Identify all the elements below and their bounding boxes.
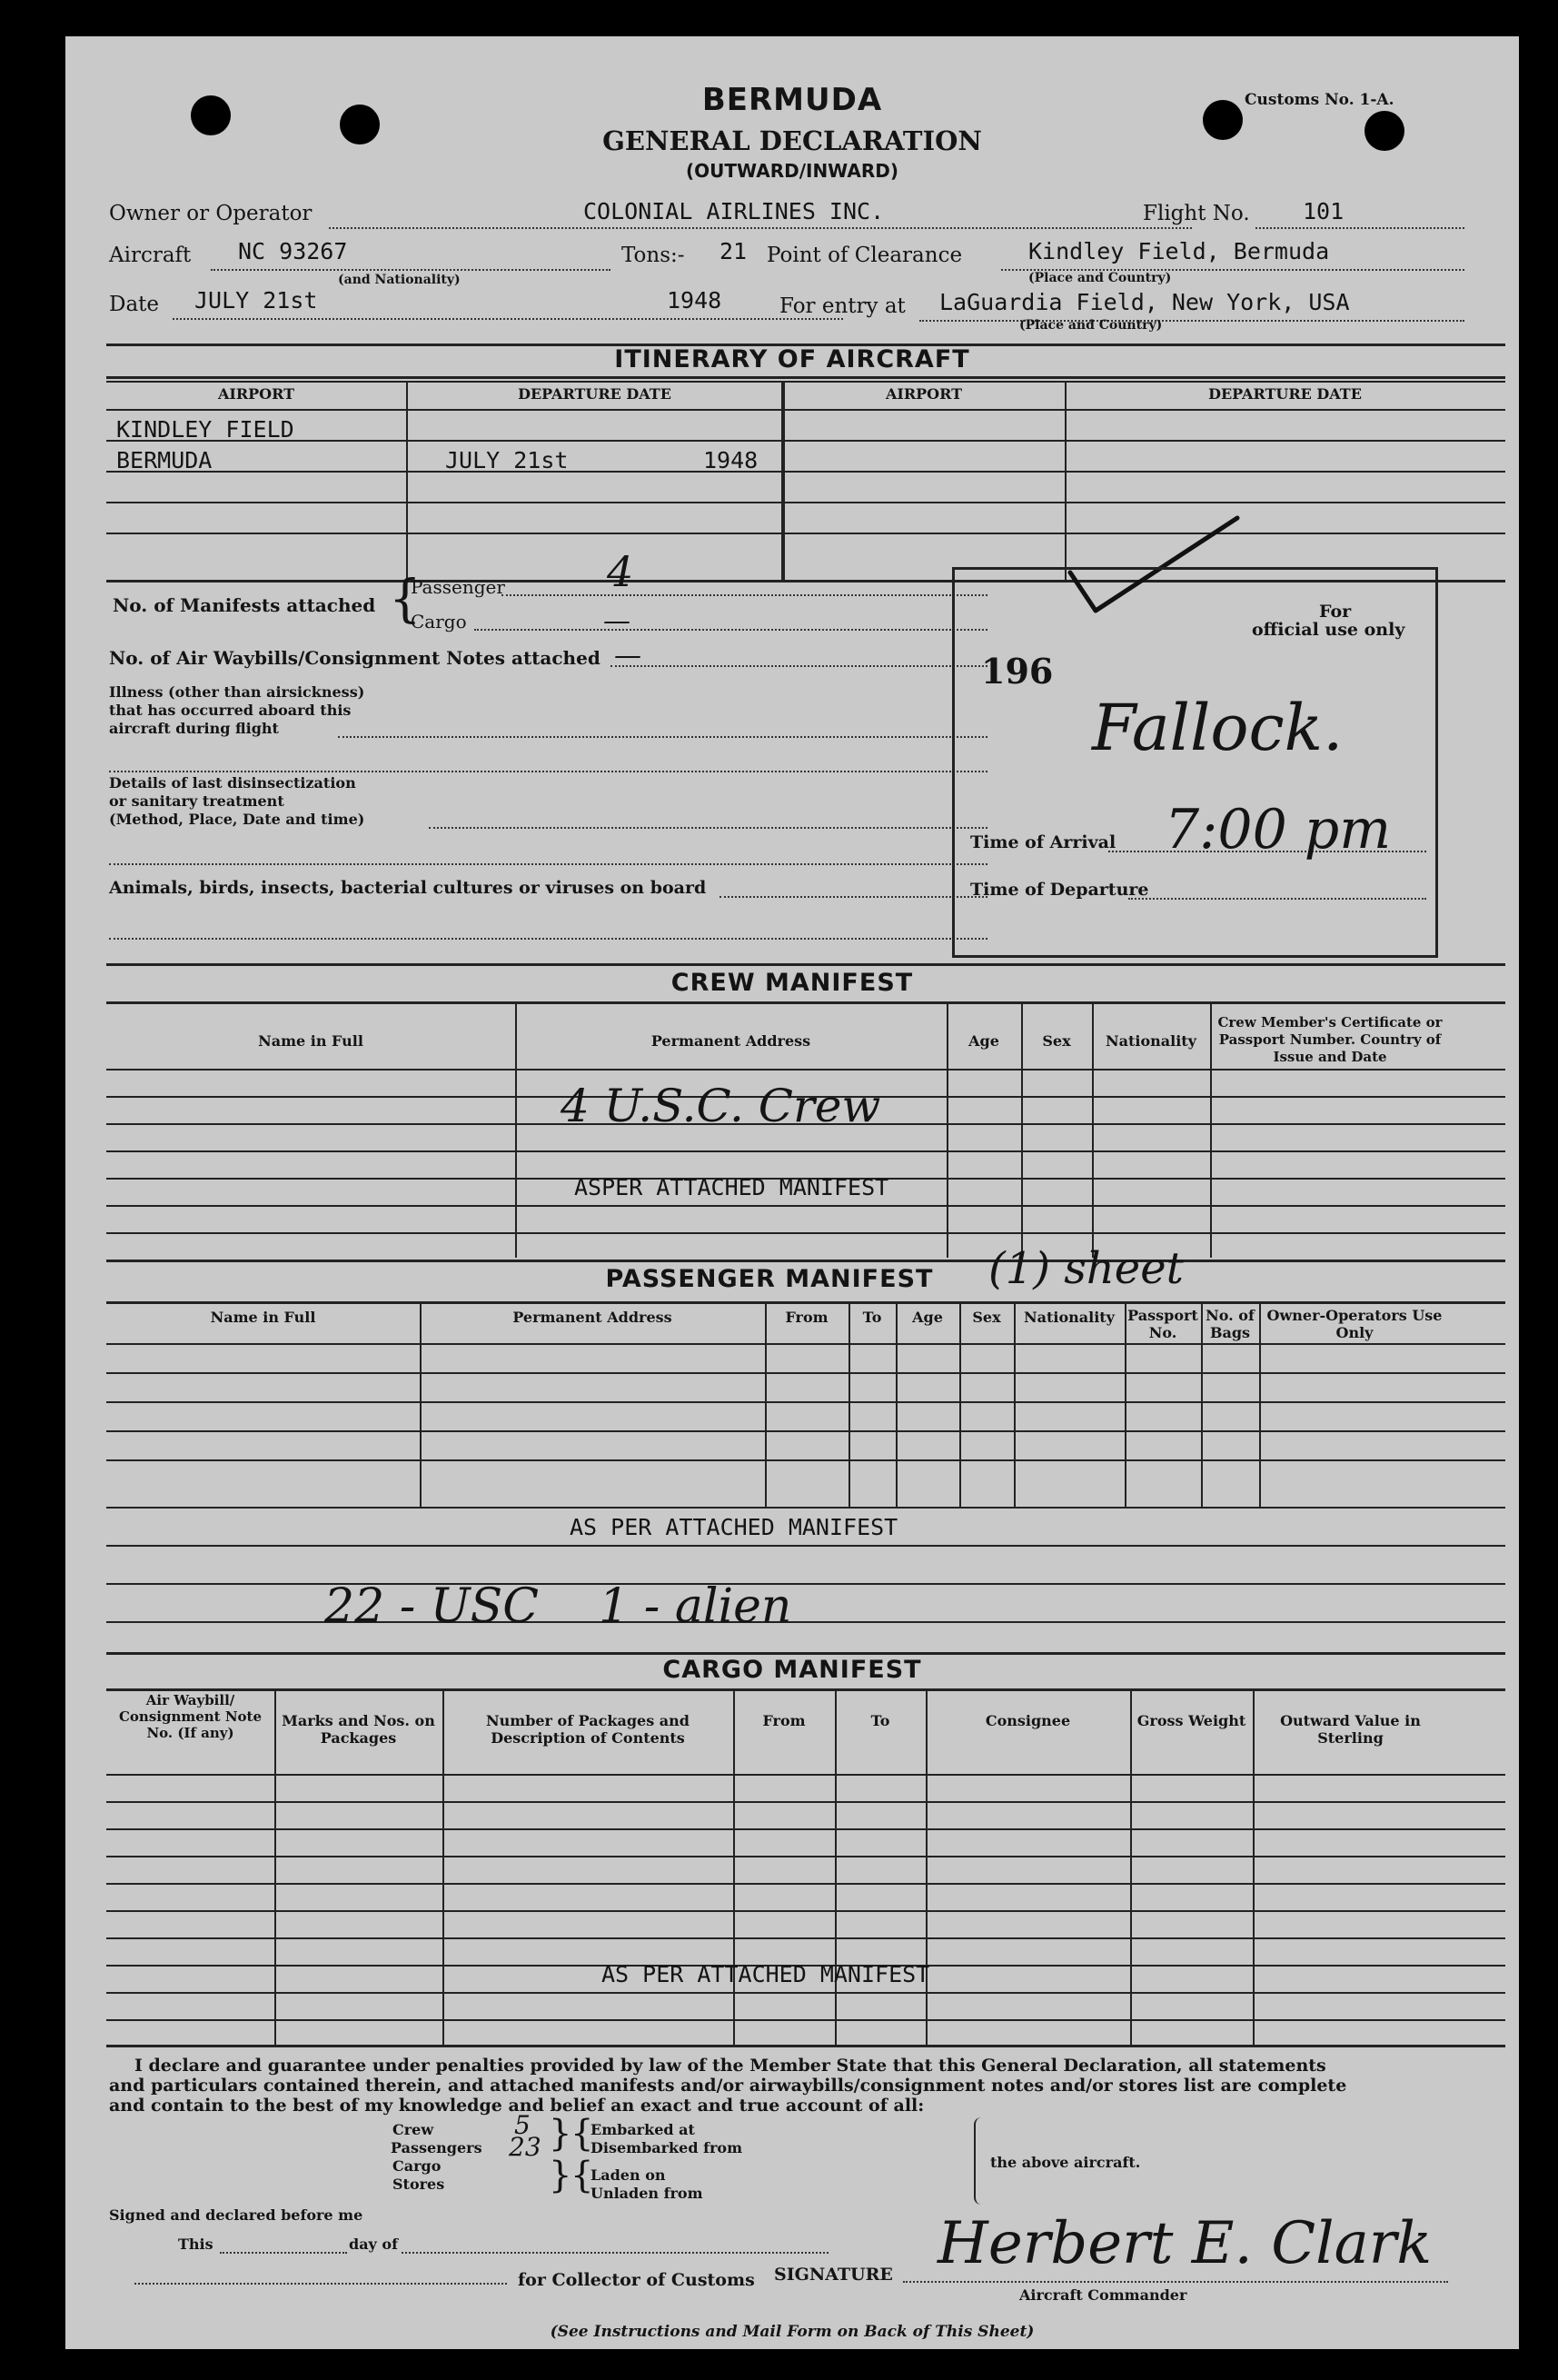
itinerary-col-airport-2: AIRPORT: [885, 385, 963, 403]
cargo-col-weight: Gross Weight: [1136, 1712, 1246, 1729]
crew-sep-5: [1210, 1003, 1212, 1258]
itinerary-row-1: [106, 409, 1505, 411]
owner-value: COLONIAL AIRLINES INC.: [583, 198, 885, 224]
cargo-col-consignee: Consignee: [985, 1712, 1071, 1729]
cargo-bottom: [106, 2045, 1505, 2047]
disinsect-dotline-1: [429, 827, 987, 829]
declaration-line-3: and contain to the best of my knowledge and belief an exact and true account of all:: [109, 2096, 925, 2116]
cargo-col-waybill: Air Waybill/ Consignment Note No. (If any): [118, 1692, 263, 1741]
crew-col-nationality: Nationality: [1106, 1032, 1196, 1050]
crew-title-rule: [106, 1001, 1505, 1004]
passenger-sep-4: [896, 1303, 898, 1507]
cargo-row-4: [106, 1856, 1505, 1857]
cargo-row-2: [106, 1801, 1505, 1803]
itinerary-rule-double: [106, 381, 1505, 383]
cargo-row-1: [106, 1774, 1505, 1776]
departure-label: Time of Departure: [970, 880, 1149, 900]
cargo-col-value: Outward Value in Sterling: [1280, 1712, 1421, 1747]
official-number: 196: [981, 651, 1054, 692]
declaration-form: [65, 36, 1519, 2349]
passenger-col-name: Name in Full: [210, 1309, 316, 1326]
cargo-row-3: [106, 1828, 1505, 1830]
passenger-row-6: [106, 1507, 1505, 1509]
tons-label: Tons:-: [621, 244, 685, 267]
cargo-typed: AS PER ATTACHED MANIFEST: [601, 1961, 930, 1987]
manifests-brace-icon: {: [389, 570, 422, 629]
passenger-col-bags: No. of Bags: [1206, 1307, 1255, 1341]
itinerary-row-5: [106, 533, 1505, 534]
passenger-title: PASSENGER MANIFEST: [605, 1265, 934, 1293]
itinerary-row-4: [106, 502, 1505, 503]
illness-label-1: Illness (other than airsickness): [109, 683, 365, 701]
signature-label: SIGNATURE: [774, 2265, 893, 2285]
year-value: 1948: [667, 287, 722, 314]
official-use-title-1: For: [1319, 602, 1352, 622]
passenger-top-rule: [106, 1260, 1505, 1262]
decl-stores-label: Stores: [392, 2176, 445, 2193]
passenger-sep-9: [1259, 1303, 1261, 1507]
itinerary-row-2: [106, 440, 1505, 442]
official-use-title-2: official use only: [1252, 620, 1405, 640]
waybills-label: No. of Air Waybills/Consignment Notes attached: [109, 647, 600, 669]
passenger-col-passport: Passport No.: [1127, 1307, 1198, 1341]
decl-laden: Laden on: [590, 2166, 666, 2184]
waybills-dotline: [610, 665, 987, 667]
itinerary-title-rule: [106, 376, 1505, 379]
entry-dotline: [919, 320, 1464, 322]
crew-sep-4: [1092, 1003, 1094, 1258]
aircraft-value: NC 93267: [238, 238, 348, 264]
form-subtitle: (OUTWARD/INWARD): [686, 160, 898, 182]
cargo-row-10: [106, 2019, 1505, 2021]
animals-dotline-2: [109, 938, 987, 940]
passenger-sep-1: [420, 1303, 422, 1507]
aircraft-label: Aircraft: [109, 244, 192, 267]
passenger-typed: AS PER ATTACHED MANIFEST: [570, 1514, 898, 1540]
aircraft-dotline: [211, 269, 610, 271]
cargo-row-6: [106, 1910, 1505, 1912]
itinerary-airport-1: KINDLEY FIELD: [116, 416, 294, 443]
passenger-col-to: To: [862, 1309, 882, 1326]
manifests-label: No. of Manifests attached: [113, 594, 376, 616]
passenger-col-age: Age: [912, 1309, 943, 1326]
passenger-title-rule: [106, 1301, 1505, 1304]
cargo-col-marks: Marks and Nos. on Packages: [282, 1712, 435, 1747]
passenger-row-9: [106, 1621, 1505, 1623]
itinerary-sep-1: [406, 382, 408, 580]
passenger-row-5: [106, 1459, 1505, 1461]
footer-note: (See Instructions and Mail Form on Back of This Sheet): [550, 2323, 1035, 2341]
waybills-value: —: [614, 640, 641, 672]
cargo-row-9: [106, 1992, 1505, 1994]
crew-row-7: [106, 1232, 1505, 1234]
crew-row-4: [106, 1150, 1505, 1152]
this-dotline: [220, 2252, 347, 2254]
clearance-value: Kindley Field, Bermuda: [1028, 238, 1330, 264]
commander-signature: Herbert E. Clark: [938, 2210, 1433, 2277]
cargo-manifest-dotline: [474, 629, 987, 631]
passenger-manifest-label: Passenger: [411, 576, 505, 598]
illness-label-3: aircraft during flight: [109, 720, 279, 737]
crew-sep-1: [515, 1003, 517, 1258]
cargo-title-rule: [106, 1688, 1505, 1691]
crew-sep-3: [1021, 1003, 1023, 1258]
crew-col-age: Age: [968, 1032, 999, 1050]
cargo-col-to: To: [870, 1712, 890, 1729]
signature-dotline: [903, 2281, 1448, 2283]
passenger-col-nationality: Nationality: [1024, 1309, 1115, 1326]
animals-label: Animals, birds, insects, bacterial cultures or viruses on board: [109, 878, 707, 898]
passenger-col-owner: Owner-Operators Use Only: [1266, 1307, 1443, 1341]
cargo-manifest-label: Cargo: [411, 611, 467, 632]
departure-dotline: [1128, 898, 1426, 900]
brand-title: BERMUDA: [701, 82, 883, 118]
collector-label: for Collector of Customs: [518, 2270, 755, 2290]
decl-cargo-label: Cargo: [392, 2157, 442, 2175]
flight-dotline: [1255, 227, 1464, 229]
crew-col-address: Permanent Address: [650, 1032, 811, 1050]
cargo-manifest-value: —: [603, 605, 630, 637]
commander-label: Aircraft Commander: [1019, 2286, 1187, 2304]
entry-label: For entry at: [779, 294, 906, 318]
passenger-sheet-note: (1) sheet: [988, 1243, 1184, 1294]
tons-value: 21: [719, 238, 748, 264]
itinerary-row-3: [106, 471, 1505, 473]
passenger-handwritten: 22 - USC 1 - alien: [324, 1579, 792, 1634]
this-label: This: [178, 2236, 213, 2253]
passenger-sep-7: [1125, 1303, 1126, 1507]
decl-crew-value: 5: [514, 2110, 531, 2140]
passenger-sep-2: [765, 1303, 767, 1507]
crew-title: CREW MANIFEST: [670, 969, 914, 997]
passenger-manifest-value: 4: [607, 547, 634, 596]
cargo-col-packages: Number of Packages and Description of Contents: [486, 1712, 690, 1747]
date-label: Date: [109, 293, 160, 316]
illness-dotline-1: [338, 736, 987, 738]
decl-above: the above aircraft.: [990, 2154, 1141, 2171]
illness-label-2: that has occurred aboard this: [109, 702, 352, 719]
entry-note: (Place and Country): [1019, 318, 1163, 333]
decl-disembarked: Disembarked from: [590, 2139, 742, 2156]
decl-passengers-label: Passengers: [391, 2139, 482, 2156]
signed-label: Signed and declared before me: [109, 2206, 363, 2224]
disinsect-label-2: or sanitary treatment: [109, 792, 284, 810]
entry-value: LaGuardia Field, New York, USA: [939, 289, 1350, 315]
crew-col-name: Name in Full: [258, 1032, 363, 1050]
passenger-row-3: [106, 1401, 1505, 1403]
form-title: GENERAL DECLARATION: [602, 125, 982, 156]
flight-label: Flight No.: [1143, 202, 1250, 225]
date-dotline: [173, 318, 843, 320]
crew-top-rule: [106, 963, 1505, 966]
crew-sep-2: [947, 1003, 948, 1258]
disinsect-label-1: Details of last disinsectization: [109, 774, 356, 792]
passenger-sep-8: [1201, 1303, 1203, 1507]
passenger-sep-6: [1014, 1303, 1016, 1507]
clearance-note: (Place and Country): [1028, 271, 1172, 285]
itinerary-year-1: 1948: [703, 447, 759, 473]
declaration-line-1: I declare and guarantee under penalties provided by law of the Member State that this General Declaration, all statements: [134, 2056, 1326, 2076]
passenger-row-1: [106, 1343, 1505, 1345]
declaration-line-2: and particulars contained therein, and attached manifests and/or airwaybills/consignment notes and/or stores list are complete: [109, 2076, 1347, 2096]
itinerary-airport-2: BERMUDA: [116, 447, 213, 473]
arrival-label: Time of Arrival: [970, 832, 1116, 852]
passenger-col-from: From: [785, 1309, 829, 1326]
crew-row-1: [106, 1069, 1505, 1071]
arrival-value: 7:00 pm: [1165, 798, 1392, 861]
crew-row-6: [106, 1205, 1505, 1207]
passenger-row-4: [106, 1430, 1505, 1432]
cargo-row-5: [106, 1883, 1505, 1885]
day-of-label: day of: [349, 2236, 398, 2253]
decl-brace-2-icon: }: [549, 2155, 572, 2196]
crew-col-certificate: Crew Member's Certificate or Passport Number. Country of Issue and Date: [1217, 1014, 1443, 1065]
crew-col-sex: Sex: [1042, 1032, 1071, 1050]
day-of-dotline: [402, 2252, 829, 2254]
itinerary-date-1: JULY 21st: [445, 447, 569, 473]
decl-embarked: Embarked at: [590, 2121, 695, 2138]
crew-handwritten: 4 U.S.C. Crew: [561, 1080, 881, 1132]
date-value: JULY 21st: [194, 287, 318, 314]
decl-brace-3-icon: {: [571, 2113, 594, 2155]
decl-crew-label: Crew: [392, 2121, 434, 2138]
passenger-row-7: [106, 1545, 1505, 1547]
passenger-manifest-dotline: [501, 594, 987, 596]
itinerary-sep-2: [781, 382, 785, 580]
passenger-col-sex: Sex: [972, 1309, 1001, 1326]
crew-typed: ASPER ATTACHED MANIFEST: [574, 1174, 889, 1200]
owner-dotline: [329, 227, 1192, 229]
passenger-row-8: [106, 1583, 1505, 1585]
cargo-title: CARGO MANIFEST: [662, 1656, 922, 1684]
clearance-label: Point of Clearance: [767, 244, 963, 267]
disinsect-dotline-2: [109, 863, 987, 865]
form-number: Customs No. 1-A.: [1245, 91, 1394, 109]
cargo-top-rule: [106, 1652, 1505, 1655]
decl-unladen: Unladen from: [590, 2185, 703, 2202]
flight-value: 101: [1303, 198, 1345, 224]
disinsect-label-3: (Method, Place, Date and time): [109, 811, 365, 828]
itinerary-title: ITINERARY OF AIRCRAFT: [614, 345, 970, 373]
decl-passengers-value: 23: [509, 2132, 541, 2162]
passenger-sep-3: [848, 1303, 850, 1507]
passenger-sep-5: [959, 1303, 961, 1507]
decl-brace-4-icon: {: [571, 2155, 594, 2196]
decl-bracket-icon: [974, 2117, 988, 2205]
cargo-col-from: From: [762, 1712, 806, 1729]
passenger-row-2: [106, 1372, 1505, 1374]
aircraft-note: (and Nationality): [338, 273, 461, 287]
passenger-col-address: Permanent Address: [512, 1309, 672, 1326]
itinerary-col-date-1: DEPARTURE DATE: [518, 385, 671, 403]
illness-dotline-2: [109, 771, 987, 772]
owner-label: Owner or Operator: [109, 202, 313, 225]
cargo-row-7: [106, 1937, 1505, 1939]
itinerary-col-date-2: DEPARTURE DATE: [1208, 385, 1362, 403]
collector-dotline: [134, 2283, 507, 2285]
official-signature: Fallock.: [1092, 691, 1344, 765]
itinerary-col-airport-1: AIRPORT: [217, 385, 295, 403]
animals-dotline: [719, 896, 987, 898]
decl-brace-1-icon: }: [549, 2113, 572, 2155]
